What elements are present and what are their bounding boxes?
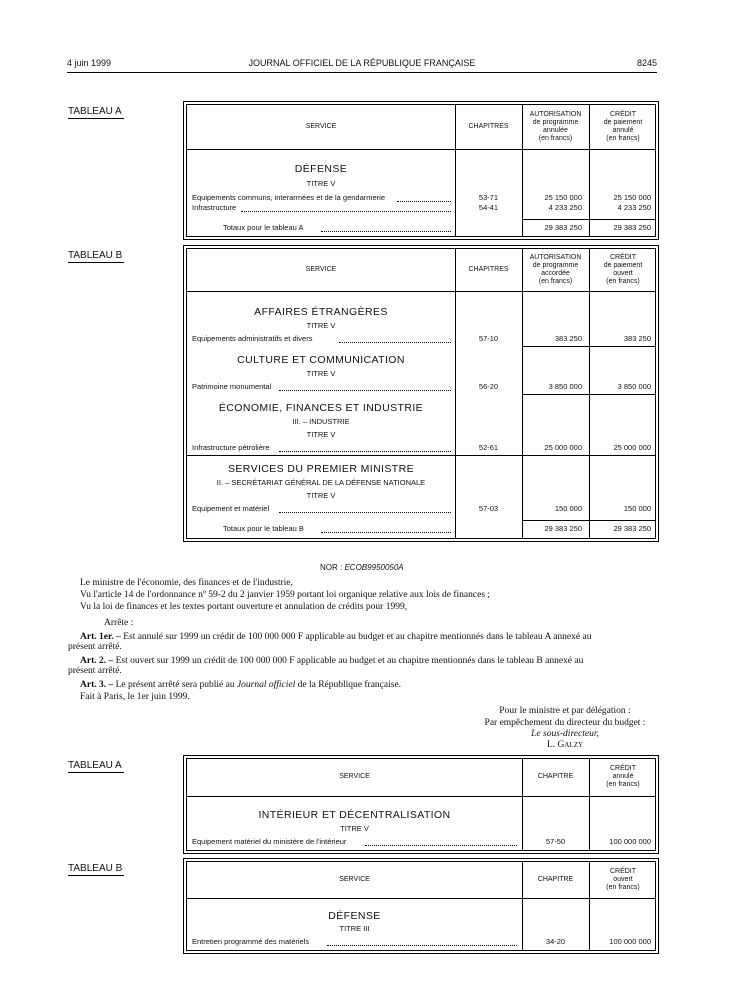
- signature-line-2: Par empêchement du directeur du budget :: [484, 718, 646, 728]
- table-row-chapitre: 56-20: [478, 382, 499, 391]
- col-autorisation-header: AUTORISATION de programme accordée (en francs): [529, 254, 582, 285]
- col-service-header: SERVICE: [305, 123, 337, 130]
- col-chapitre-header: CHAPITRE: [537, 876, 574, 883]
- decree-fait: Fait à Paris, le 1er juin 1999.: [80, 692, 190, 702]
- section-title: DÉFENSE: [328, 910, 381, 922]
- col-credit-header: CRÉDIT de paiement annulé (en francs): [603, 111, 643, 142]
- section-title: INTÉRIEUR ET DÉCENTRALISATION: [258, 809, 451, 821]
- table-row-credit: 100 000 000: [609, 837, 651, 846]
- col-credit-header: CRÉDIT ouvert (en francs): [606, 868, 640, 891]
- total-credit: 29 383 250: [613, 223, 651, 232]
- signature-name: L. Galzy: [546, 740, 584, 750]
- running-header: [67, 58, 657, 73]
- header-page-number: 8245: [636, 58, 657, 68]
- table-b2: [186, 861, 656, 951]
- article-2: Art. 2. – Est ouvert sur 1999 un crédit de 100 000 000 F applicable au budget et au chapitre mentionnés dans le tableau B annexé au: [80, 656, 584, 666]
- header-journal-title: JOURNAL OFFICIEL DE LA RÉPUBLIQUE FRANÇAISE: [248, 58, 476, 68]
- decree-line: Le ministre de l'économie, des finances et de l'industrie,: [80, 578, 293, 588]
- table-row-label: Patrimoine monumental: [192, 382, 272, 391]
- col-credit-header: CRÉDIT de paiement ouvert (en francs): [603, 254, 643, 285]
- table-row-label: Equipement et matériel: [192, 504, 270, 513]
- signature-line-3: Le sous-directeur,: [531, 729, 599, 739]
- table-row-label: Equipement matériel du ministère de l'intérieur: [192, 837, 347, 846]
- decree-arrete: Arrête :: [104, 618, 134, 628]
- total-label: Totaux pour le tableau A: [223, 223, 304, 232]
- table-row-label: Entretien programmé des matériels: [192, 937, 310, 946]
- signature-line-1: Pour le ministre et par délégation :: [499, 706, 631, 716]
- col-chapitres-header: CHAPITRES: [468, 266, 509, 273]
- table-row-chapitre: 57-10: [478, 334, 499, 343]
- table-b1: [186, 248, 656, 539]
- col-chapitres-header: CHAPITRES: [468, 123, 509, 130]
- table-row-autorisation: 25 150 000: [544, 193, 582, 202]
- table-row-label: Infrastructure pétrolière: [192, 443, 270, 452]
- section-subtitle: TITRE V: [306, 369, 336, 378]
- table-a2-label: TABLEAU A: [68, 760, 124, 773]
- table-row-credit: 100 000 000: [609, 937, 651, 946]
- section-subtitle: TITRE V: [306, 179, 336, 188]
- section-title: DÉFENSE: [294, 163, 348, 175]
- col-chapitre-header: CHAPITRE: [537, 773, 574, 780]
- table-row-chapitre: 52-61: [478, 443, 499, 452]
- table-row-credit: 25 150 000: [613, 193, 651, 202]
- table-row-credit: 383 250: [623, 334, 651, 343]
- header-date: 4 juin 1999: [67, 58, 112, 68]
- table-row-label: Equipements communs, interarmées et de la gendarmerie: [192, 193, 386, 202]
- table-b1-label: TABLEAU B: [68, 250, 123, 261]
- table-row-chapitre: 57-50: [545, 837, 566, 846]
- col-autorisation-header: AUTORISATION de programme annulée (en francs): [529, 111, 582, 142]
- total-label: Totaux pour le tableau B: [223, 524, 304, 533]
- section-subtitle: TITRE V: [340, 824, 369, 833]
- section-subtitle: TITRE V: [306, 491, 336, 500]
- table-row-chapitre: 57-03: [478, 504, 499, 513]
- decree-line: Vu la loi de finances et les textes portant ouverture et annulation de crédits pour 1999,: [80, 602, 408, 612]
- nor-reference: NOR : ECOB9950050A: [320, 563, 404, 572]
- table-row-autorisation: 4 233 250: [548, 203, 582, 212]
- table-a1-label: TABLEAU A: [68, 106, 124, 119]
- table-row-credit: 4 233 250: [617, 203, 651, 212]
- table-row-label: Infrastructure: [192, 203, 237, 212]
- decree-line: Vu l'article 14 de l'ordonnance nº 59-2 du 2 janvier 1959 portant loi organique relative aux lois de finances ;: [80, 590, 491, 600]
- section-subtitle: TITRE V: [306, 430, 336, 439]
- col-service-header: SERVICE: [339, 773, 370, 780]
- table-row-autorisation: 150 000: [554, 504, 582, 513]
- article-1-cont: présent arrêté.: [68, 642, 122, 652]
- table-row-credit: 25 000 000: [613, 443, 651, 452]
- table-row-autorisation: 3 850 000: [548, 382, 582, 391]
- table-row-chapitre: 54-41: [478, 203, 499, 212]
- section-title: CULTURE ET COMMUNICATION: [237, 354, 405, 366]
- section-subtitle: TITRE III: [339, 924, 370, 933]
- article-1: Art. 1er. – Est annulé sur 1999 un crédit de 100 000 000 F applicable au budget et au chapitre mentionnés dans le tableau A annexé au: [80, 632, 592, 642]
- section-subtitle: II. – SECRÉTARIAT GÉNÉRAL DE LA DÉFENSE NATIONALE: [216, 478, 426, 487]
- col-credit-header: CRÉDIT annulé (en francs): [606, 765, 640, 788]
- total-autorisation: 29 383 250: [544, 524, 582, 533]
- col-service-header: SERVICE: [339, 876, 370, 883]
- table-row-autorisation: 25 000 000: [544, 443, 582, 452]
- table-row-autorisation: 383 250: [554, 334, 582, 343]
- table-a1: [186, 104, 656, 237]
- table-row-chapitre: 53-71: [478, 193, 499, 202]
- table-row-credit: 150 000: [623, 504, 651, 513]
- table-row-credit: 3 850 000: [617, 382, 651, 391]
- section-subtitle: III. – INDUSTRIE: [292, 417, 350, 426]
- section-title: ÉCONOMIE, FINANCES ET INDUSTRIE: [218, 402, 424, 414]
- article-3: Art. 3. – Le présent arrêté sera publié au Journal officiel de la République française.: [80, 680, 402, 690]
- table-row-chapitre: 34-20: [545, 937, 566, 946]
- section-title: AFFAIRES ÉTRANGÈRES: [254, 306, 388, 318]
- total-autorisation: 29 383 250: [544, 223, 582, 232]
- table-a2: [186, 758, 656, 851]
- total-credit: 29 383 250: [613, 524, 651, 533]
- table-row-label: Equipements administratifs et divers: [192, 334, 313, 343]
- article-2-cont: présent arrêté.: [68, 666, 122, 676]
- table-b2-label: TABLEAU B: [68, 863, 123, 874]
- section-subtitle: TITRE V: [306, 321, 336, 330]
- col-service-header: SERVICE: [305, 266, 337, 273]
- section-title: SERVICES DU PREMIER MINISTRE: [227, 463, 415, 475]
